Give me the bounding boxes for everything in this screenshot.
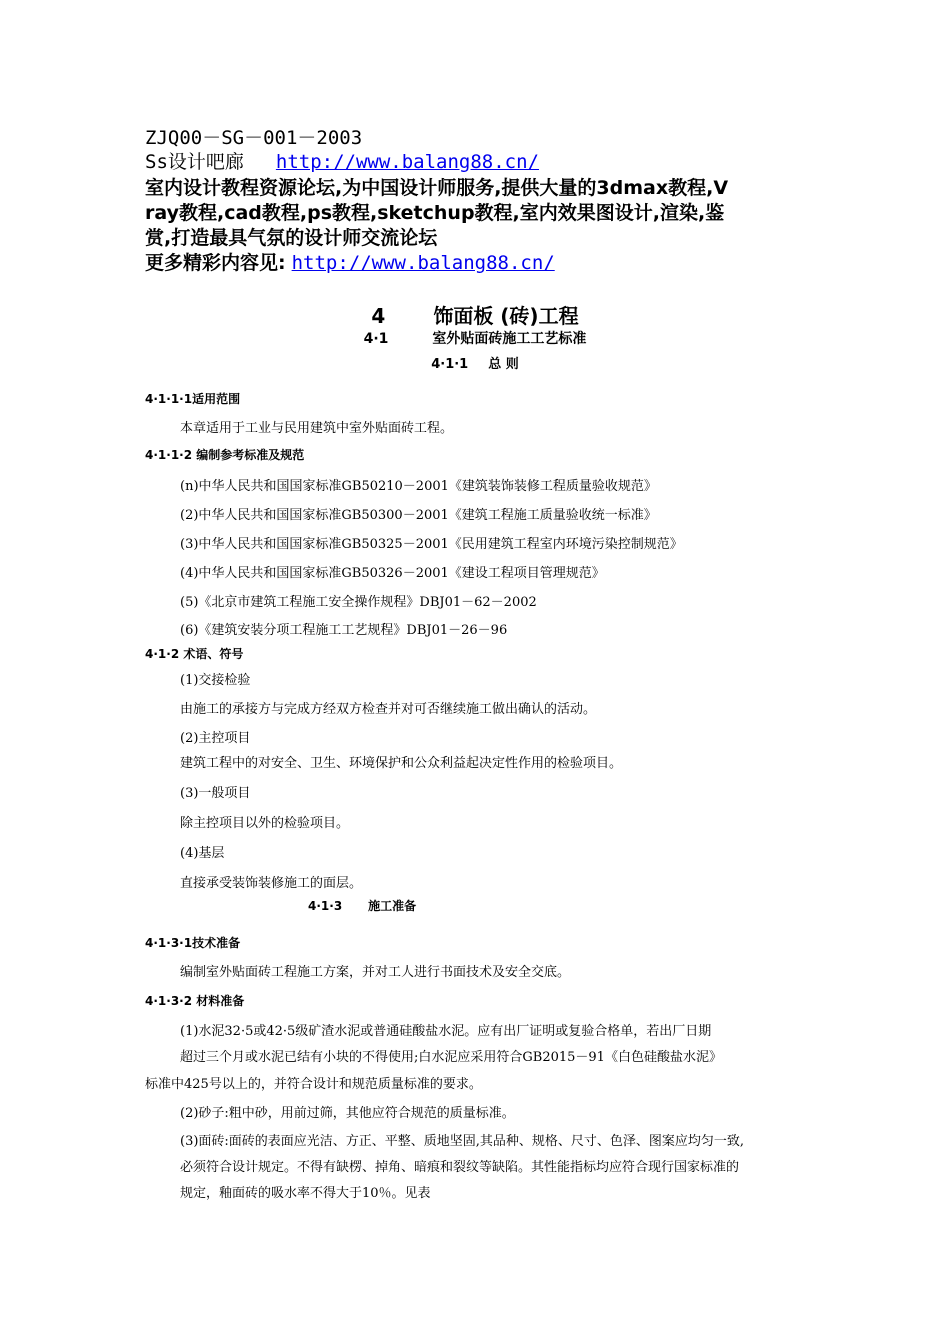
term-title: (4)基层	[180, 846, 225, 861]
chapter-number: 4	[371, 304, 386, 328]
term-definition: 直接承受装饰装修施工的面层。	[180, 876, 363, 891]
material-paragraph-line: 标准中425号以上的，并符合设计和规范质量标准的要求。	[145, 1077, 482, 1092]
heading-references: 4·1·1·2 编制参考标准及规范	[145, 448, 305, 462]
heading-terms: 4·1·2 术语、符号	[145, 647, 244, 661]
material-paragraph-line: 超过三个月或水泥已结有小块的不得使用;白水泥应采用符合GB2015－91《白色硅酸盐水泥》	[180, 1050, 722, 1065]
section-name: 室外贴面砖施工工艺标准	[432, 331, 587, 347]
heading-scope: 4·1·1·1适用范围	[145, 392, 241, 406]
material-paragraph-line: (1)水泥32·5或42·5级矿渣水泥或普通硅酸盐水泥。应有出厂证明或复验合格单，若出厂日期	[180, 1024, 712, 1039]
promo-line-2: ray教程,cad教程,ps教程,sketchup教程,室内效果图设计,渲染,鉴	[145, 202, 725, 224]
term-title: (1)交接检验	[180, 673, 251, 688]
site-name: Ss设计吧廊	[145, 151, 244, 173]
material-paragraph-line: (2)砂子:粗中砂，用前过筛，其他应符合规范的质量标准。	[180, 1106, 515, 1121]
term-definition: 建筑工程中的对安全、卫生、环境保护和公众利益起决定性作用的检验项目。	[180, 756, 623, 771]
material-paragraph-line: 必须符合设计规定。不得有缺楞、掉角、暗痕和裂纹等缺陷。其性能指标均应符合现行国家标准的	[180, 1160, 740, 1175]
term-title: (2)主控项目	[180, 731, 251, 746]
heading-technical-prep: 4·1·3·1技术准备	[145, 936, 241, 950]
chapter-name: 饰面板 (砖)工程	[433, 304, 579, 328]
subsection-general-name: 总 则	[488, 357, 519, 372]
reference-item: (3)中华人民共和国国家标准GB50325－2001《民用建筑工程室内环境污染控制规范》	[180, 537, 683, 552]
promo-line-1: 室内设计教程资源论坛,为中国设计师服务,提供大量的3dmax教程,V	[145, 177, 729, 199]
reference-item: (6)《建筑安装分项工程施工工艺规程》DBJ01－26－96	[180, 623, 508, 638]
subsection-general-number: 4·1·1	[431, 357, 469, 372]
section-title	[0, 328, 950, 348]
subsection-prep-number: 4·1·3	[308, 899, 343, 913]
site-line	[145, 150, 539, 174]
more-line	[145, 251, 555, 275]
reference-item: (5)《北京市建筑工程施工安全操作规程》DBJ01－62－2002	[180, 595, 537, 610]
reference-item: (2)中华人民共和国国家标准GB50300－2001《建筑工程施工质量验收统一标准》	[180, 508, 657, 523]
scope-text: 本章适用于工业与民用建筑中室外贴面砖工程。	[180, 421, 454, 436]
material-paragraph-line: 规定，釉面砖的吸水率不得大于10％。见表	[180, 1186, 431, 1201]
material-paragraph-line: (3)面砖:面砖的表面应光洁、方正、平整、质地坚固,其品种、规格、尺寸、色泽、图案应均匀一致,	[180, 1134, 745, 1149]
chapter-title	[0, 300, 950, 329]
site-link[interactable]: http://www.balang88.cn/	[275, 151, 539, 173]
term-definition: 除主控项目以外的检验项目。	[180, 816, 350, 831]
subsection-general-title	[0, 353, 950, 372]
term-definition: 由施工的承接方与完成方经双方检查并对可否继续施工做出确认的活动。	[180, 702, 597, 717]
section-number: 4·1	[363, 331, 389, 347]
technical-prep-text: 编制室外贴面砖工程施工方案，并对工人进行书面技术及安全交底。	[180, 965, 571, 980]
subsection-prep-title	[308, 897, 416, 914]
more-link[interactable]: http://www.balang88.cn/	[291, 252, 555, 274]
reference-item: (n)中华人民共和国国家标准GB50210－2001《建筑装饰装修工程质量验收规范》	[180, 479, 657, 494]
subsection-prep-name: 施工准备	[368, 899, 417, 913]
term-title: (3)一般项目	[180, 786, 251, 801]
more-label: 更多精彩内容见:	[145, 252, 286, 274]
promo-line-3: 赏,打造最具气氛的设计师交流论坛	[145, 227, 438, 249]
document-code: ZJQ00－SG－001－2003	[145, 127, 363, 149]
heading-material-prep: 4·1·3·2 材料准备	[145, 994, 245, 1008]
reference-item: (4)中华人民共和国国家标准GB50326－2001《建设工程项目管理规范》	[180, 566, 605, 581]
